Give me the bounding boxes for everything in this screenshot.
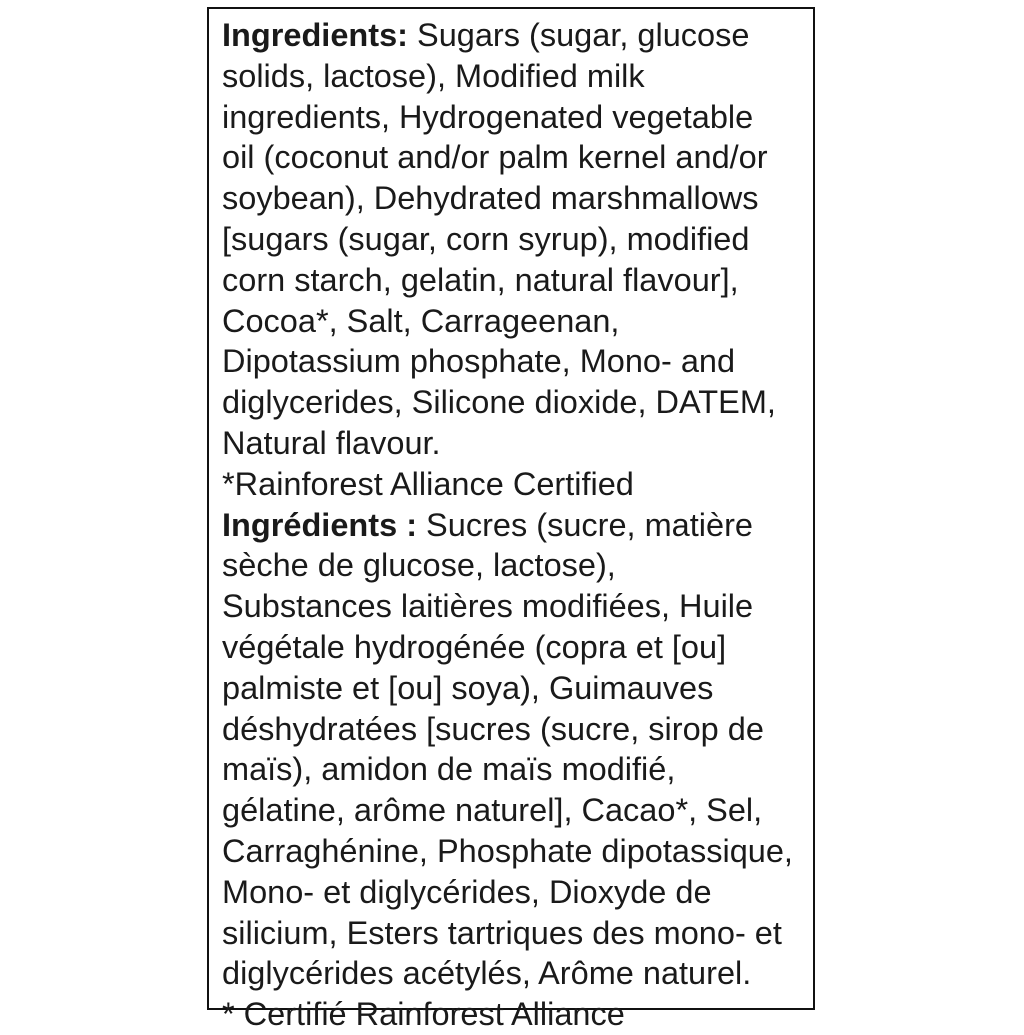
french-line-12: diglycérides acétylés, Arôme naturel.	[222, 955, 752, 992]
french-heading: Ingrédients :	[222, 506, 418, 543]
french-line-8: gélatine, arôme naturel], Cacao*, Sel,	[222, 792, 763, 829]
english-line-8: Cocoa*, Salt, Carrageenan,	[222, 302, 620, 339]
french-text-1: Sucres (sucre, matière	[417, 506, 753, 543]
french-footnote: * Certifié Rainforest Alliance	[222, 996, 625, 1033]
english-text-1: Sugars (sugar, glucose	[408, 17, 750, 53]
english-line-1	[222, 15, 807, 56]
french-line-10: Mono- et diglycérides, Dioxyde de	[222, 873, 712, 910]
french-line-3: Substances laitières modifiées, Huile	[222, 588, 754, 625]
english-line-3: ingredients, Hydrogenated vegetable	[222, 98, 754, 135]
english-line-6: [sugars (sugar, corn syrup), modified	[222, 220, 750, 257]
english-line-7: corn starch, gelatin, natural flavour],	[222, 261, 739, 298]
french-line-5: palmiste et [ou] soya), Guimauves	[222, 669, 714, 706]
french-line-11: silicium, Esters tartriques des mono- et	[222, 914, 782, 951]
french-ingredients	[222, 505, 807, 1035]
french-line-9: Carraghénine, Phosphate dipotassique,	[222, 832, 793, 869]
english-heading: Ingredients:	[222, 17, 408, 53]
french-line-6: déshydratées [sucres (sucre, sirop de	[222, 710, 764, 747]
french-line-1	[222, 505, 807, 546]
english-line-4: oil (coconut and/or palm kernel and/or	[222, 139, 768, 176]
english-line-9: Dipotassium phosphate, Mono- and	[222, 343, 736, 380]
english-line-11: Natural flavour.	[222, 424, 441, 461]
french-line-2: sèche de glucose, lactose),	[222, 547, 616, 584]
ingredients-label	[222, 15, 807, 1035]
english-line-2: solids, lactose), Modified milk	[222, 57, 645, 94]
english-ingredients	[222, 15, 807, 505]
french-line-7: maïs), amidon de maïs modifié,	[222, 751, 676, 788]
english-footnote: *Rainforest Alliance Certified	[222, 465, 634, 502]
english-line-10: diglycerides, Silicone dioxide, DATEM,	[222, 384, 776, 421]
english-line-5: soybean), Dehydrated marshmallows	[222, 180, 759, 217]
french-line-4: végétale hydrogénée (copra et [ou]	[222, 628, 727, 665]
